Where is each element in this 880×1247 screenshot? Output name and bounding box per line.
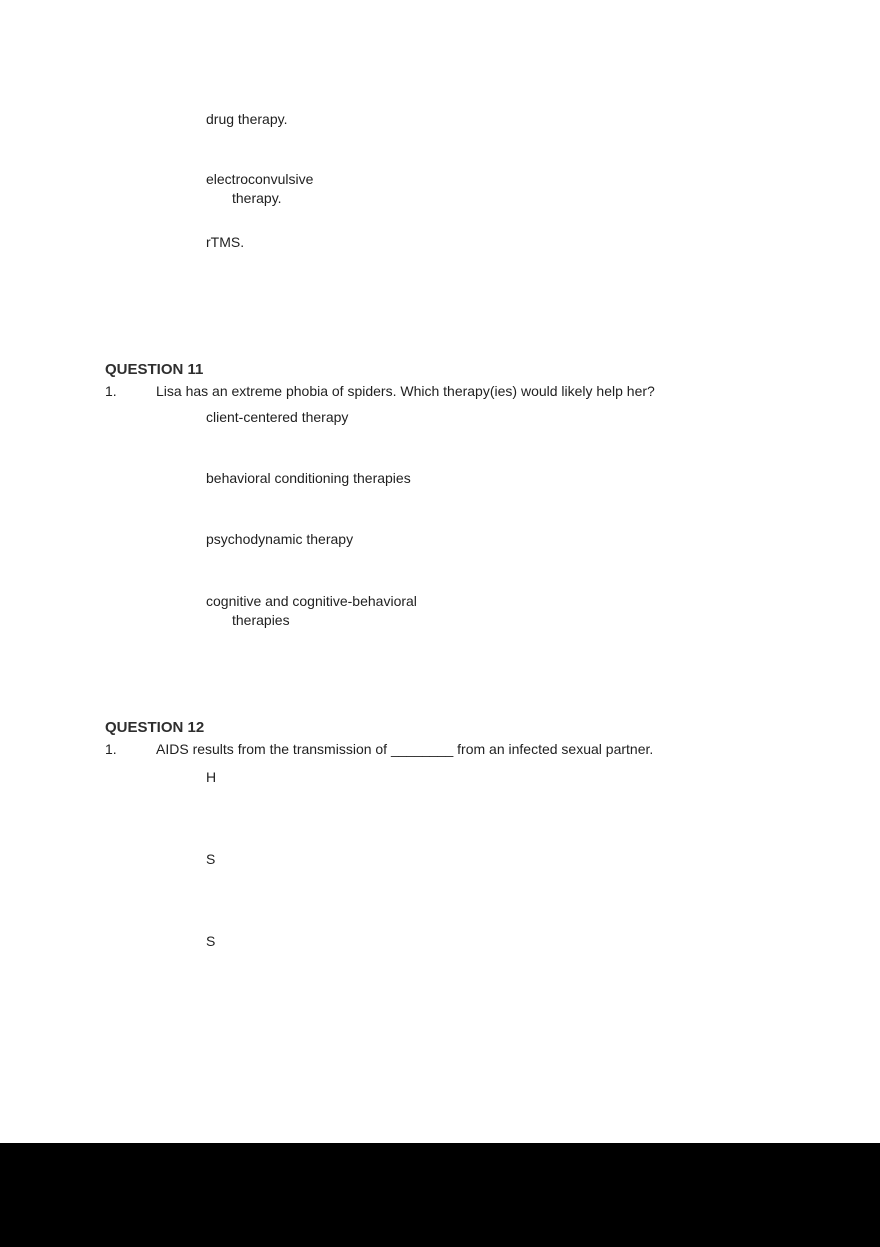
- option-label: cognitive and cognitive-behavioral: [206, 593, 417, 609]
- question-11-heading: QUESTION 11: [105, 361, 204, 378]
- question-number: 1.: [105, 741, 117, 757]
- question-text: AIDS results from the transmission of ________ from an infected sexual partner.: [156, 741, 654, 757]
- answer-option[interactable]: [206, 469, 411, 488]
- answer-option[interactable]: [206, 530, 353, 549]
- option-label-wrap: therapy.: [232, 190, 282, 206]
- option-label: electroconvulsive: [206, 171, 314, 187]
- question-12-text-line: [105, 740, 653, 758]
- option-label-wrap: therapies: [232, 612, 290, 628]
- option-label: S: [206, 933, 216, 949]
- footer-black-bar: [0, 1143, 880, 1247]
- question-11-text-line: [105, 382, 655, 400]
- question-12-heading: QUESTION 12: [105, 719, 205, 736]
- option-label: psychodynamic therapy: [206, 531, 354, 547]
- answer-option[interactable]: [206, 932, 215, 951]
- option-label: behavioral conditioning therapies: [206, 470, 411, 486]
- answer-option[interactable]: [206, 170, 313, 208]
- option-label: client-centered therapy: [206, 409, 349, 425]
- option-label: S: [206, 851, 216, 867]
- answer-option[interactable]: [206, 850, 215, 869]
- answer-option[interactable]: [206, 233, 244, 252]
- option-label: H: [206, 769, 217, 785]
- question-text: Lisa has an extreme phobia of spiders. Which therapy(ies) would likely help her?: [156, 383, 655, 399]
- answer-option[interactable]: [206, 110, 287, 129]
- answer-option[interactable]: [206, 592, 417, 630]
- option-label: drug therapy.: [206, 111, 288, 127]
- question-number: 1.: [105, 383, 117, 399]
- option-label: rTMS.: [206, 234, 245, 250]
- answer-option[interactable]: [206, 408, 348, 427]
- answer-option[interactable]: [206, 768, 216, 787]
